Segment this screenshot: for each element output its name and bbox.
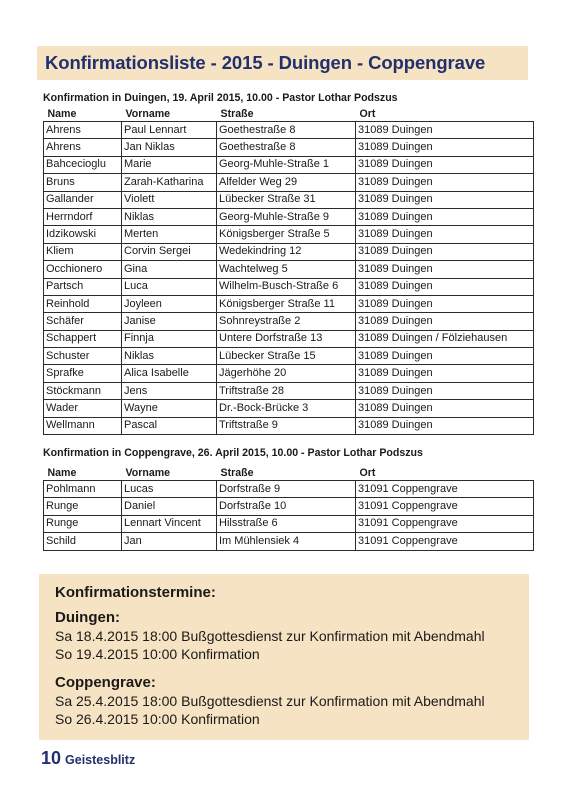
cell-vorname: Corvin Sergei <box>122 243 217 260</box>
cell-ort: 31091 Coppengrave <box>356 515 534 532</box>
cell-vorname: Joyleen <box>122 295 217 312</box>
cell-strasse: Untere Dorfstraße 13 <box>217 330 356 347</box>
cell-strasse: Lübecker Straße 15 <box>217 348 356 365</box>
cell-ort: 31091 Coppengrave <box>356 498 534 515</box>
cell-vorname: Jan Niklas <box>122 139 217 156</box>
cell-name: Runge <box>44 515 122 532</box>
cell-ort: 31089 Duingen <box>356 382 534 399</box>
cell-ort: 31089 Duingen <box>356 365 534 382</box>
cell-ort: 31089 Duingen <box>356 313 534 330</box>
cell-vorname: Alica Isabelle <box>122 365 217 382</box>
cell-name: Wader <box>44 400 122 417</box>
column-header-strasse: Straße <box>217 466 356 481</box>
termine-box <box>39 574 529 740</box>
cell-ort: 31089 Duingen <box>356 191 534 208</box>
table-row <box>44 139 534 156</box>
cell-ort: 31089 Duingen <box>356 174 534 191</box>
cell-vorname: Violett <box>122 191 217 208</box>
cell-name: Runge <box>44 498 122 515</box>
table-row <box>44 226 534 243</box>
cell-ort: 31089 Duingen <box>356 122 534 139</box>
table-row <box>44 417 534 434</box>
table-row <box>44 243 534 260</box>
table-row <box>44 365 534 382</box>
column-header-ort: Ort <box>356 107 534 122</box>
cell-name: Partsch <box>44 278 122 295</box>
table-row <box>44 481 534 498</box>
table-row <box>44 348 534 365</box>
table-row <box>44 498 534 515</box>
cell-strasse: Wachtelweg 5 <box>217 261 356 278</box>
page-footer <box>41 748 135 769</box>
cell-vorname: Janise <box>122 313 217 330</box>
cell-name: Stöckmann <box>44 382 122 399</box>
column-header-vorname: Vorname <box>122 466 217 481</box>
cell-ort: 31089 Duingen <box>356 226 534 243</box>
cell-ort: 31089 Duingen <box>356 417 534 434</box>
cell-vorname: Lucas <box>122 481 217 498</box>
cell-name: Bahcecioglu <box>44 156 122 173</box>
column-header-strasse: Straße <box>217 107 356 122</box>
cell-vorname: Jens <box>122 382 217 399</box>
cell-ort: 31089 Duingen <box>356 139 534 156</box>
cell-strasse: Goethestraße 8 <box>217 139 356 156</box>
cell-name: Reinhold <box>44 295 122 312</box>
cell-ort: 31089 Duingen <box>356 295 534 312</box>
cell-name: Schild <box>44 533 122 550</box>
table-header-row <box>44 466 534 481</box>
table-row <box>44 191 534 208</box>
table-row <box>44 382 534 399</box>
section-heading-duingen: Konfirmation in Duingen, 19. April 2015, 10.00 - Pastor Lothar Podszus <box>43 92 398 104</box>
cell-name: Occhionero <box>44 261 122 278</box>
cell-strasse: Dr.-Bock-Brücke 3 <box>217 400 356 417</box>
cell-name: Idzikowski <box>44 226 122 243</box>
cell-name: Gallander <box>44 191 122 208</box>
coppengrave-line-1: Sa 25.4.2015 18:00 Bußgottesdienst zur Konfirmation mit Abendmahl <box>55 693 485 709</box>
title-banner <box>37 46 528 80</box>
cell-strasse: Hilsstraße 6 <box>217 515 356 532</box>
cell-vorname: Niklas <box>122 348 217 365</box>
cell-strasse: Alfelder Weg 29 <box>217 174 356 191</box>
cell-name: Pohlmann <box>44 481 122 498</box>
cell-name: Sprafke <box>44 365 122 382</box>
cell-ort: 31089 Duingen <box>356 400 534 417</box>
termine-heading: Konfirmationstermine: <box>55 584 216 601</box>
duingen-label: Duingen: <box>55 609 120 626</box>
cell-ort: 31089 Duingen <box>356 208 534 225</box>
column-header-name: Name <box>44 466 122 481</box>
cell-strasse: Goethestraße 8 <box>217 122 356 139</box>
cell-strasse: Lübecker Straße 31 <box>217 191 356 208</box>
table-row <box>44 533 534 550</box>
cell-strasse: Königsberger Straße 11 <box>217 295 356 312</box>
table-row <box>44 330 534 347</box>
table-row <box>44 122 534 139</box>
table-row <box>44 295 534 312</box>
cell-vorname: Marie <box>122 156 217 173</box>
table-row <box>44 208 534 225</box>
cell-vorname: Wayne <box>122 400 217 417</box>
cell-ort: 31091 Coppengrave <box>356 481 534 498</box>
column-header-vorname: Vorname <box>122 107 217 122</box>
cell-ort: 31089 Duingen <box>356 348 534 365</box>
column-header-ort: Ort <box>356 466 534 481</box>
duingen-line-1: Sa 18.4.2015 18:00 Bußgottesdienst zur Konfirmation mit Abendmahl <box>55 628 485 644</box>
coppengrave-line-2: So 26.4.2015 10:00 Konfirmation <box>55 711 260 727</box>
cell-name: Schäfer <box>44 313 122 330</box>
cell-vorname: Gina <box>122 261 217 278</box>
cell-strasse: Wedekindring 12 <box>217 243 356 260</box>
page-title: Konfirmationsliste - 2015 - Duingen - Coppengrave <box>45 52 486 73</box>
cell-name: Ahrens <box>44 139 122 156</box>
section-heading-coppengrave: Konfirmation in Coppengrave, 26. April 2015, 10.00 - Pastor Lothar Podszus <box>43 447 423 459</box>
table-coppengrave <box>43 466 534 551</box>
cell-vorname: Jan <box>122 533 217 550</box>
page-number: 10 <box>41 748 62 768</box>
cell-vorname: Daniel <box>122 498 217 515</box>
cell-name: Bruns <box>44 174 122 191</box>
cell-strasse: Georg-Muhle-Straße 9 <box>217 208 356 225</box>
table-row <box>44 156 534 173</box>
cell-vorname: Finnja <box>122 330 217 347</box>
cell-ort: 31089 Duingen <box>356 261 534 278</box>
cell-vorname: Merten <box>122 226 217 243</box>
table-row <box>44 313 534 330</box>
cell-strasse: Sohnreystraße 2 <box>217 313 356 330</box>
magazine-name: Geistesblitz <box>65 753 136 767</box>
cell-vorname: Lennart Vincent <box>122 515 217 532</box>
cell-strasse: Georg-Muhle-Straße 1 <box>217 156 356 173</box>
cell-name: Kliem <box>44 243 122 260</box>
cell-ort: 31091 Coppengrave <box>356 533 534 550</box>
cell-vorname: Zarah-Katharina <box>122 174 217 191</box>
cell-ort: 31089 Duingen <box>356 243 534 260</box>
cell-vorname: Luca <box>122 278 217 295</box>
cell-strasse: Wilhelm-Busch-Straße 6 <box>217 278 356 295</box>
cell-name: Herrndorf <box>44 208 122 225</box>
cell-strasse: Jägerhöhe 20 <box>217 365 356 382</box>
column-header-name: Name <box>44 107 122 122</box>
cell-strasse: Dorfstraße 10 <box>217 498 356 515</box>
cell-strasse: Im Mühlensiek 4 <box>217 533 356 550</box>
table-row <box>44 400 534 417</box>
duingen-line-2: So 19.4.2015 10:00 Konfirmation <box>55 646 260 662</box>
cell-strasse: Triftstraße 9 <box>217 417 356 434</box>
cell-name: Wellmann <box>44 417 122 434</box>
table-row <box>44 278 534 295</box>
cell-ort: 31089 Duingen / Fölziehausen <box>356 330 534 347</box>
cell-strasse: Triftstraße 28 <box>217 382 356 399</box>
cell-vorname: Pascal <box>122 417 217 434</box>
coppengrave-label: Coppengrave: <box>55 674 156 691</box>
cell-vorname: Paul Lennart <box>122 122 217 139</box>
table-header-row <box>44 107 534 122</box>
cell-name: Schappert <box>44 330 122 347</box>
table-row <box>44 515 534 532</box>
cell-name: Schuster <box>44 348 122 365</box>
cell-strasse: Königsberger Straße 5 <box>217 226 356 243</box>
cell-name: Ahrens <box>44 122 122 139</box>
table-row <box>44 174 534 191</box>
cell-vorname: Niklas <box>122 208 217 225</box>
cell-strasse: Dorfstraße 9 <box>217 481 356 498</box>
cell-ort: 31089 Duingen <box>356 278 534 295</box>
cell-ort: 31089 Duingen <box>356 156 534 173</box>
table-row <box>44 261 534 278</box>
table-duingen <box>43 107 534 435</box>
